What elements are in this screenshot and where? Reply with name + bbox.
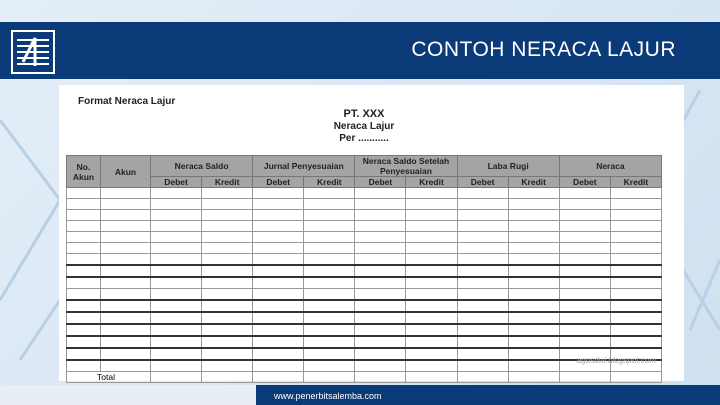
table-cell	[559, 372, 610, 383]
table-cell	[559, 312, 610, 324]
table-cell	[355, 360, 406, 372]
table-cell	[610, 210, 661, 221]
table-cell	[67, 289, 101, 301]
table-cell	[101, 312, 151, 324]
table-cell	[559, 254, 610, 266]
table-cell	[355, 188, 406, 199]
table-cell	[406, 265, 457, 277]
table-cell	[304, 221, 355, 232]
table-cell	[355, 348, 406, 360]
table-cell	[304, 254, 355, 266]
table-cell	[406, 289, 457, 301]
table-cell	[610, 312, 661, 324]
table-cell	[253, 277, 304, 289]
table-cell	[202, 289, 253, 301]
table-row	[67, 232, 662, 243]
table-cell	[457, 312, 508, 324]
table-cell	[355, 254, 406, 266]
table-cell	[355, 199, 406, 210]
table-cell	[67, 265, 101, 277]
table-cell	[559, 336, 610, 348]
table-cell	[253, 188, 304, 199]
table-cell	[67, 188, 101, 199]
table-cell	[304, 232, 355, 243]
table-cell	[508, 324, 559, 336]
table-cell	[406, 300, 457, 312]
worksheet-table	[66, 155, 662, 383]
table-cell	[67, 232, 101, 243]
table-cell	[457, 324, 508, 336]
table-cell	[457, 188, 508, 199]
table-row	[67, 289, 662, 301]
table-cell	[202, 221, 253, 232]
table-cell	[355, 312, 406, 324]
table-cell	[202, 232, 253, 243]
table-cell	[610, 372, 661, 383]
table-cell	[101, 348, 151, 360]
table-cell	[508, 199, 559, 210]
table-cell	[202, 336, 253, 348]
table-cell	[202, 300, 253, 312]
table-cell	[67, 199, 101, 210]
table-cell	[304, 360, 355, 372]
table-cell	[253, 348, 304, 360]
format-label: Format Neraca Lajur	[78, 96, 176, 107]
table-cell	[67, 300, 101, 312]
table-cell	[67, 336, 101, 348]
table-cell	[457, 243, 508, 254]
table-cell	[508, 348, 559, 360]
table-cell	[67, 348, 101, 360]
table-cell	[151, 199, 202, 210]
table-cell	[253, 360, 304, 372]
table-cell	[457, 372, 508, 383]
table-cell	[508, 265, 559, 277]
header-neraca-saldo: Neraca Saldo	[151, 156, 253, 177]
table-cell	[304, 324, 355, 336]
table-cell	[610, 199, 661, 210]
table-cell	[253, 254, 304, 266]
table-cell	[406, 360, 457, 372]
footer-url: www.penerbitsalemba.com	[274, 391, 382, 401]
table-cell	[151, 210, 202, 221]
table-cell	[304, 188, 355, 199]
table-cell	[457, 300, 508, 312]
table-cell	[559, 221, 610, 232]
header-laba-rugi: Laba Rugi	[457, 156, 559, 177]
table-cell	[101, 324, 151, 336]
table-cell	[457, 289, 508, 301]
table-cell	[304, 300, 355, 312]
table-cell	[355, 277, 406, 289]
table-cell	[559, 199, 610, 210]
table-cell	[457, 210, 508, 221]
table-cell	[67, 221, 101, 232]
table-cell	[610, 254, 661, 266]
table-cell	[355, 232, 406, 243]
table-cell	[101, 243, 151, 254]
table-cell	[406, 277, 457, 289]
table-cell	[67, 360, 101, 372]
table-row	[67, 300, 662, 312]
table-row	[67, 312, 662, 324]
header-debet: Debet	[253, 177, 304, 188]
table-cell	[406, 243, 457, 254]
table-cell	[67, 324, 101, 336]
table-cell	[304, 199, 355, 210]
table-cell	[101, 265, 151, 277]
table-cell	[202, 254, 253, 266]
slide-title: CONTOH NERACA LAJUR	[411, 38, 676, 61]
table-cell	[202, 265, 253, 277]
table-cell	[304, 277, 355, 289]
table-cell	[559, 289, 610, 301]
table-cell	[151, 254, 202, 266]
table-cell	[151, 372, 202, 383]
table-cell	[406, 312, 457, 324]
table-cell	[304, 372, 355, 383]
table-cell	[610, 336, 661, 348]
table-cell	[151, 232, 202, 243]
table-cell	[253, 243, 304, 254]
table-cell	[406, 210, 457, 221]
table-cell	[406, 188, 457, 199]
table-cell	[304, 243, 355, 254]
table-cell	[610, 265, 661, 277]
table-cell	[253, 210, 304, 221]
table-cell	[508, 289, 559, 301]
table-cell	[151, 277, 202, 289]
table-cell	[559, 232, 610, 243]
header-kredit: Kredit	[508, 177, 559, 188]
table-cell	[406, 199, 457, 210]
table-cell	[101, 232, 151, 243]
table-cell	[508, 360, 559, 372]
table-row	[67, 277, 662, 289]
table-row	[67, 336, 662, 348]
table-cell	[151, 188, 202, 199]
company-name: PT. XXX	[343, 108, 385, 120]
table-row	[67, 324, 662, 336]
table-cell	[304, 289, 355, 301]
table-cell	[508, 372, 559, 383]
table-cell	[202, 372, 253, 383]
table-cell	[202, 277, 253, 289]
table-cell	[508, 312, 559, 324]
header-debet: Debet	[151, 177, 202, 188]
table-cell	[508, 277, 559, 289]
table-cell	[355, 210, 406, 221]
header-kredit: Kredit	[304, 177, 355, 188]
table-cell	[101, 221, 151, 232]
header-jurnal-penyesuaian: Jurnal Penyesuaian	[253, 156, 355, 177]
table-cell	[559, 243, 610, 254]
table-cell	[202, 210, 253, 221]
table-cell	[355, 300, 406, 312]
table-cell	[457, 199, 508, 210]
table-row	[67, 210, 662, 221]
table-cell	[253, 324, 304, 336]
table-cell	[406, 254, 457, 266]
table-cell	[253, 312, 304, 324]
table-cell	[202, 312, 253, 324]
table-cell	[508, 210, 559, 221]
table-cell	[610, 232, 661, 243]
table-cell	[202, 348, 253, 360]
table-cell	[253, 221, 304, 232]
table-cell	[101, 199, 151, 210]
table-cell	[253, 372, 304, 383]
table-cell	[202, 199, 253, 210]
table-cell	[304, 265, 355, 277]
table-row	[67, 254, 662, 266]
table-cell	[101, 277, 151, 289]
table-cell	[151, 324, 202, 336]
table-cell	[67, 277, 101, 289]
table-cell	[304, 336, 355, 348]
table-cell	[508, 254, 559, 266]
header-kredit: Kredit	[610, 177, 661, 188]
table-cell	[151, 312, 202, 324]
table-cell	[406, 372, 457, 383]
table-cell	[253, 289, 304, 301]
table-cell	[406, 232, 457, 243]
table-cell	[610, 243, 661, 254]
table-row	[67, 188, 662, 199]
table-cell	[67, 210, 101, 221]
table-cell	[610, 277, 661, 289]
total-row	[67, 372, 662, 383]
table-cell	[355, 289, 406, 301]
total-label: Total	[67, 372, 151, 383]
table-cell	[151, 265, 202, 277]
table-cell	[508, 300, 559, 312]
table-cell	[610, 289, 661, 301]
table-cell	[202, 243, 253, 254]
worksheet-image	[64, 91, 664, 382]
table-cell	[253, 199, 304, 210]
header-debet: Debet	[457, 177, 508, 188]
report-period: Per ...........	[339, 133, 389, 144]
table-cell	[406, 336, 457, 348]
table-cell	[304, 348, 355, 360]
table-cell	[508, 188, 559, 199]
table-cell	[101, 254, 151, 266]
table-cell	[202, 360, 253, 372]
table-cell	[457, 254, 508, 266]
table-cell	[406, 348, 457, 360]
table-cell	[355, 243, 406, 254]
table-cell	[304, 312, 355, 324]
table-cell	[151, 336, 202, 348]
table-cell	[151, 360, 202, 372]
table-cell	[457, 277, 508, 289]
table-cell	[202, 324, 253, 336]
table-cell	[101, 289, 151, 301]
table-cell	[406, 324, 457, 336]
table-cell	[457, 360, 508, 372]
table-cell	[610, 300, 661, 312]
header-neraca-saldo-setelah: Neraca Saldo Setelah Penyesuaian	[355, 156, 457, 177]
table-cell	[253, 300, 304, 312]
table-row	[67, 348, 662, 360]
publisher-logo-icon	[11, 30, 55, 74]
table-cell	[610, 188, 661, 199]
table-cell	[508, 336, 559, 348]
table-cell	[67, 243, 101, 254]
table-row	[67, 360, 662, 372]
table-cell	[508, 232, 559, 243]
table-cell	[610, 324, 661, 336]
table-row	[67, 265, 662, 277]
table-cell	[253, 232, 304, 243]
table-cell	[457, 265, 508, 277]
table-cell	[304, 210, 355, 221]
worksheet-body	[67, 188, 662, 383]
table-cell	[508, 221, 559, 232]
table-cell	[559, 265, 610, 277]
table-row	[67, 199, 662, 210]
table-row	[67, 221, 662, 232]
table-cell	[559, 210, 610, 221]
header-no-akun: No. Akun	[67, 156, 101, 188]
table-cell	[151, 300, 202, 312]
table-cell	[151, 243, 202, 254]
table-cell	[406, 221, 457, 232]
report-name: Neraca Lajur	[333, 121, 395, 132]
header-kredit: Kredit	[406, 177, 457, 188]
footer-left-band	[0, 385, 256, 405]
table-cell	[101, 300, 151, 312]
header-neraca: Neraca	[559, 156, 661, 177]
table-cell	[457, 336, 508, 348]
header-kredit: Kredit	[202, 177, 253, 188]
table-cell	[151, 221, 202, 232]
table-cell	[101, 360, 151, 372]
table-cell	[457, 221, 508, 232]
table-cell	[355, 221, 406, 232]
table-cell	[355, 265, 406, 277]
table-row	[67, 243, 662, 254]
table-cell	[559, 277, 610, 289]
table-cell	[151, 289, 202, 301]
header-debet: Debet	[559, 177, 610, 188]
table-cell	[253, 265, 304, 277]
table-cell	[101, 336, 151, 348]
watermark: agusdwi.blogspot.com	[576, 356, 656, 365]
header-debet: Debet	[355, 177, 406, 188]
table-cell	[457, 348, 508, 360]
table-cell	[355, 336, 406, 348]
table-cell	[355, 372, 406, 383]
table-cell	[202, 188, 253, 199]
table-cell	[253, 336, 304, 348]
table-cell	[355, 324, 406, 336]
table-cell	[559, 324, 610, 336]
table-cell	[457, 232, 508, 243]
table-cell	[67, 312, 101, 324]
table-cell	[151, 348, 202, 360]
table-cell	[67, 254, 101, 266]
header-akun: Akun	[101, 156, 151, 188]
table-cell	[101, 188, 151, 199]
table-cell	[508, 243, 559, 254]
table-cell	[559, 188, 610, 199]
table-cell	[559, 300, 610, 312]
table-cell	[610, 221, 661, 232]
table-cell	[101, 210, 151, 221]
